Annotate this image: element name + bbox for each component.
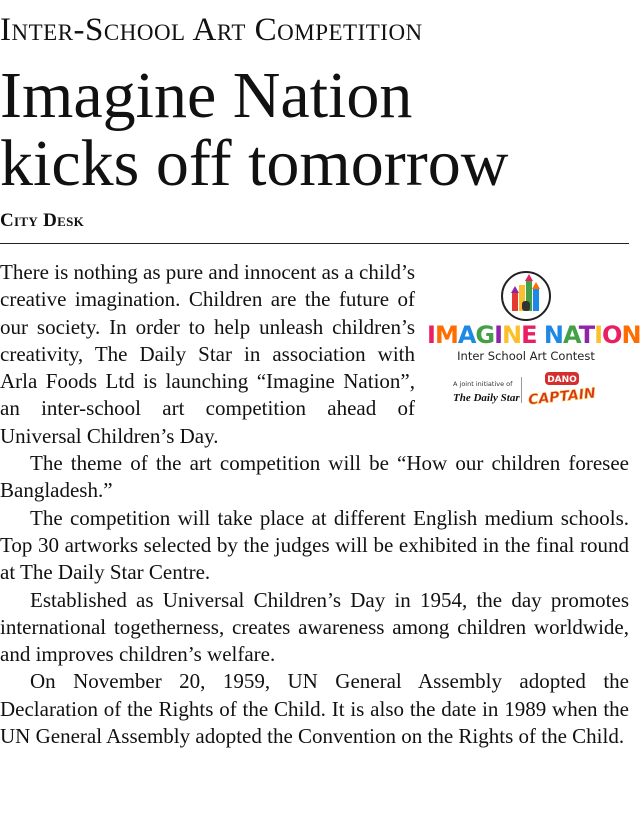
- logo-title: [427, 321, 641, 349]
- daily-star-logo: The Daily Star: [453, 392, 520, 404]
- logo-subtitle: Inter School Art Contest: [457, 349, 595, 363]
- headline: [0, 59, 629, 200]
- logo-title-letter: I: [427, 321, 435, 349]
- logo-title-letter: G: [475, 321, 495, 349]
- logo-title-letter: T: [578, 321, 595, 349]
- logo-title-letter: N: [502, 321, 522, 349]
- headline-line-1: Imagine Nation: [0, 59, 413, 132]
- logo-title-letter: E: [521, 321, 537, 349]
- captain-logo-text: CAPTAIN: [527, 385, 597, 409]
- logo-separator: [521, 377, 522, 403]
- logo-title-letter: M: [434, 321, 458, 349]
- logo-title-letter: O: [602, 321, 622, 349]
- dano-logo-text: DANO: [547, 375, 577, 385]
- dano-captain-logo: [527, 371, 597, 409]
- byline: City Desk: [0, 210, 85, 231]
- paragraph-2: The theme of the art competition will be “How our children foresee Bangladesh.”: [0, 451, 629, 503]
- headline-line-2: kicks off tomorrow: [0, 127, 509, 200]
- article-body: [0, 259, 641, 750]
- imagine-nation-logo: [423, 259, 641, 409]
- logo-title-letter: A: [457, 321, 476, 349]
- divider-rule: [0, 243, 629, 244]
- logo-title-letter: I: [494, 321, 503, 349]
- paragraph-1: There is nothing as pure and innocent as a child’s creative imagination. Children are the future of our society. In order to help unleash children’s creativity, The Daily Star in association with Arla Foods Ltd is launching “Imagine Nation”, an inter-school art competition ahead of Universal Children’s Day.: [0, 260, 415, 448]
- section-kicker: Inter-School Art Competition: [0, 12, 423, 48]
- logo-title-letter: N: [621, 321, 641, 349]
- logo-title-letter: [537, 321, 544, 349]
- logo-joint-text: A joint initiative of: [453, 380, 513, 388]
- paragraph-4: Established as Universal Children’s Day in 1954, the day promotes international togetherness, creates awareness among children worldwide, and improves children’s welfare.: [0, 587, 629, 667]
- castle-emblem-icon: [501, 271, 551, 321]
- paragraph-5: On November 20, 1959, UN General Assembly adopted the Declaration of the Rights of the Child. It is also the date in 1989 when the UN General Assembly adopted the Convention on the Rights of the Child.: [0, 669, 629, 749]
- logo-title-letter: A: [563, 321, 579, 349]
- paragraph-3: The competition will take place at different English medium schools. Top 30 artworks selected by the judges will be exhibited in the final round at The Daily Star Centre.: [0, 505, 629, 585]
- logo-title-letter: I: [594, 321, 603, 349]
- logo-title-letter: N: [543, 321, 563, 349]
